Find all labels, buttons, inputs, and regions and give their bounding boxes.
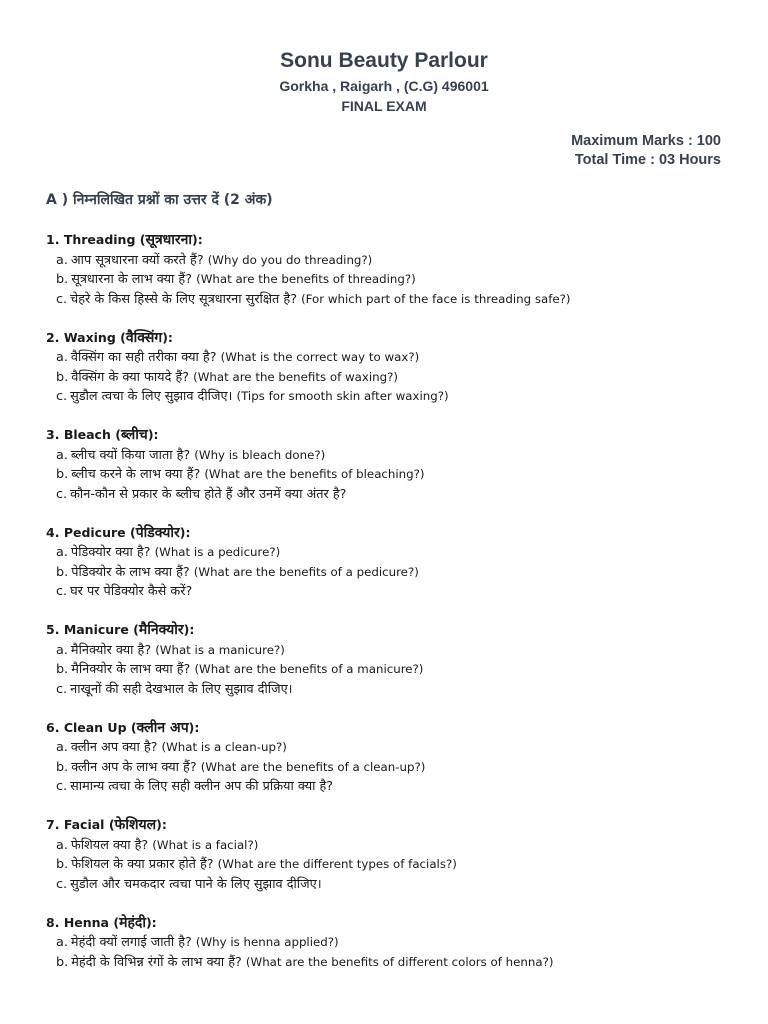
sub-question-hindi: क्लीन अप के लाभ क्या हैं? xyxy=(71,759,197,775)
question-title-english: Pedicure xyxy=(63,524,126,540)
sub-question-list xyxy=(46,836,736,895)
question-number: 6. xyxy=(46,719,60,735)
total-time: Total Time : 03 Hours xyxy=(574,152,721,168)
sub-question-list xyxy=(46,641,736,700)
sub-question xyxy=(46,738,736,758)
sub-question xyxy=(46,680,736,700)
question-title-hindi: पेडिक्योर xyxy=(135,524,180,541)
sub-question-hindi: सूत्रधारना के लाभ क्या हैं? xyxy=(71,272,193,287)
question-block xyxy=(46,230,736,309)
question-number: 5. xyxy=(46,622,60,637)
question-title-hindi: क्लीन अप xyxy=(136,719,189,736)
sub-question-english: (Why do you do threading?) xyxy=(207,252,373,267)
sub-question xyxy=(46,290,736,310)
question-block xyxy=(46,718,736,797)
sub-question-english: (What are the different types of facials?) xyxy=(217,857,457,871)
question-block xyxy=(46,620,736,699)
document-header xyxy=(0,46,768,116)
sub-question-marker: a. xyxy=(56,837,68,853)
sub-question-english: (What are the benefits of a clean-up?) xyxy=(200,759,426,774)
question-list xyxy=(46,230,736,991)
sub-question-marker: b. xyxy=(56,857,69,872)
question-title: 3. Bleach (ब्लीच): xyxy=(46,427,159,443)
sub-question xyxy=(46,582,736,602)
sub-question-english: (Why is henna applied?) xyxy=(195,935,339,949)
sub-question xyxy=(46,758,736,778)
sub-question-hindi: ब्लीच करने के लाभ क्या हैं? xyxy=(71,467,201,482)
sub-question-english: (What are the benefits of different colors of henna?) xyxy=(245,954,554,969)
question-title-english: Bleach xyxy=(63,427,111,442)
sub-question-english: (What is a clean-up?) xyxy=(161,740,287,754)
question-block xyxy=(46,913,736,973)
sub-question xyxy=(46,875,736,895)
sub-question-english: (Tips for smooth skin after waxing?) xyxy=(236,389,449,403)
sub-question xyxy=(46,777,736,797)
sub-question-hindi: कौन-कौन से प्रकार के ब्लीच होते हैं और उनमें क्या अंतर है? xyxy=(70,486,347,502)
question-title-hindi: ब्लीच xyxy=(120,427,148,443)
sub-question-hindi: मैनिक्योर क्या है? xyxy=(70,642,152,658)
sub-question xyxy=(46,348,736,368)
question-block xyxy=(46,523,736,602)
question-title-english: Clean Up xyxy=(63,719,127,735)
sub-question-hindi: सामान्य त्वचा के लिए सही क्लीन अप की प्रक्रिया क्या है? xyxy=(70,779,334,794)
sub-question-marker: b. xyxy=(56,369,69,385)
sub-question-english: (What are the benefits of threading?) xyxy=(196,272,416,286)
sub-question xyxy=(46,836,736,856)
question-title-english: Manicure xyxy=(63,622,129,637)
sub-question-marker: c. xyxy=(56,876,68,892)
sub-question xyxy=(46,563,736,583)
question-block xyxy=(46,815,736,894)
sub-question-hindi: फेशियल क्या है? xyxy=(70,837,149,853)
parlour-address: Gorkha , Raigarh , (C.G) 496001 xyxy=(279,78,489,94)
sub-question-marker: c. xyxy=(56,486,68,502)
question-block xyxy=(46,328,736,407)
sub-question-hindi: सुडौल त्वचा के लिए सुझाव दीजिए। xyxy=(70,389,233,404)
sub-question xyxy=(46,465,736,485)
sub-question xyxy=(46,485,736,505)
question-title: 2. Waxing (वैक्सिंग): xyxy=(46,329,173,346)
sub-question-hindi: वैक्सिंग का सही तरीका क्या है? xyxy=(70,350,217,365)
section-heading: A ) निम्नलिखित प्रश्नों का उत्तर दें (2 अंक) xyxy=(46,192,273,208)
question-number: 4. xyxy=(46,524,60,540)
sub-question-marker: a. xyxy=(56,252,68,268)
sub-question-list xyxy=(46,933,736,972)
sub-question xyxy=(46,387,736,407)
sub-question-hindi: क्लीन अप क्या है? xyxy=(70,740,158,755)
sub-question-marker: b. xyxy=(56,467,69,482)
sub-question-english: (What is a pedicure?) xyxy=(154,545,281,559)
sub-question-marker: c. xyxy=(56,779,68,794)
sub-question-marker: a. xyxy=(56,642,68,658)
sub-question xyxy=(46,855,736,875)
sub-question-marker: b. xyxy=(56,564,69,580)
question-title: 1. Threading (सूत्रधारना): xyxy=(46,232,203,248)
sub-question-hindi: मेहंदी के विभिन्न रंगों के लाभ क्या हैं? xyxy=(71,954,242,970)
question-title: 5. Manicure (मैनिक्योर): xyxy=(46,622,195,638)
sub-question-marker: b. xyxy=(56,954,69,970)
question-title: 6. Clean Up (क्लीन अप): xyxy=(46,719,200,736)
sub-question xyxy=(46,270,736,290)
question-title-english: Facial xyxy=(63,817,105,832)
sub-question-marker: b. xyxy=(56,272,69,287)
sub-question xyxy=(46,641,736,661)
question-title: 7. Facial (फेशियल): xyxy=(46,817,167,833)
sub-question-list xyxy=(46,446,736,505)
sub-question-marker: c. xyxy=(56,291,68,307)
sub-question-english: (What are the benefits of waxing?) xyxy=(193,369,398,384)
sub-question-english: (What is a manicure?) xyxy=(155,642,285,657)
sub-question-english: (What is a facial?) xyxy=(152,837,259,852)
question-title-hindi: वैक्सिंग xyxy=(125,329,163,346)
sub-question-hindi: घर पर पेडिक्योर कैसे करें? xyxy=(70,584,193,599)
sub-question xyxy=(46,446,736,466)
sub-question-list xyxy=(46,251,736,310)
sub-question-marker: a. xyxy=(56,447,68,463)
question-title: 4. Pedicure (पेडिक्योर): xyxy=(46,524,191,541)
question-number: 7. xyxy=(46,817,60,832)
sub-question xyxy=(46,660,736,680)
question-title-english: Waxing xyxy=(63,329,116,345)
sub-question-marker: b. xyxy=(56,759,69,775)
sub-question-hindi: वैक्सिंग के क्या फायदे हैं? xyxy=(71,369,190,385)
sub-question xyxy=(46,953,736,973)
sub-question-english: (What are the benefits of bleaching?) xyxy=(204,467,425,481)
sub-question-hindi: चेहरे के किस हिस्से के लिए सूत्रधारना सुरक्षित है? xyxy=(70,291,297,307)
question-title: 8. Henna (मेहंदी): xyxy=(46,914,157,931)
sub-question-hindi: मेहंदी क्यों लगाई जाती है? xyxy=(70,935,192,950)
sub-question-marker: c. xyxy=(56,389,68,404)
sub-question-marker: a. xyxy=(56,545,68,560)
parlour-title: Sonu Beauty Parlour xyxy=(280,49,488,72)
question-title-english: Henna xyxy=(63,914,109,930)
question-number: 3. xyxy=(46,427,60,442)
exam-title: FINAL EXAM xyxy=(341,98,427,114)
sub-question-english: (What is the correct way to wax?) xyxy=(220,350,420,364)
question-title-hindi: फेशियल xyxy=(114,817,157,833)
sub-question xyxy=(46,543,736,563)
sub-question-hindi: पेडिक्योर के लाभ क्या हैं? xyxy=(71,564,190,580)
sub-question-marker: a. xyxy=(56,935,68,950)
sub-question-marker: c. xyxy=(56,681,68,697)
sub-question-hindi: आप सूत्रधारना क्यों करते हैं? xyxy=(70,252,204,268)
maximum-marks: Maximum Marks : 100 xyxy=(571,133,721,149)
sub-question xyxy=(46,251,736,271)
sub-question-hindi: ब्लीच क्यों किया जाता है? xyxy=(70,447,191,463)
sub-question xyxy=(46,368,736,388)
sub-question-hindi: फेशियल के क्या प्रकार होते हैं? xyxy=(71,857,214,872)
question-title-hindi: मैनिक्योर xyxy=(138,622,184,638)
exam-meta xyxy=(571,132,721,170)
question-title-hindi: मेहंदी xyxy=(119,914,146,931)
question-block xyxy=(46,425,736,504)
sub-question-english: (What are the benefits of a manicure?) xyxy=(194,662,424,676)
sub-question-list xyxy=(46,543,736,602)
question-number: 8. xyxy=(46,914,60,930)
sub-question xyxy=(46,933,736,953)
sub-question-list xyxy=(46,348,736,407)
question-number: 1. xyxy=(46,232,60,247)
sub-question-list xyxy=(46,738,736,797)
sub-question-marker: a. xyxy=(56,350,68,365)
sub-question-hindi: पेडिक्योर क्या है? xyxy=(70,545,151,560)
sub-question-english: (For which part of the face is threading safe?) xyxy=(301,291,571,306)
question-number: 2. xyxy=(46,329,60,345)
sub-question-marker: c. xyxy=(56,584,68,599)
sub-question-hindi: नाखूनों की सही देखभाल के लिए सुझाव दीजिए। xyxy=(70,681,293,697)
question-title-hindi: सूत्रधारना xyxy=(145,232,193,248)
sub-question-hindi: मैनिक्योर के लाभ क्या हैं? xyxy=(71,662,191,677)
sub-question-hindi: सुडौल और चमकदार त्वचा पाने के लिए सुझाव दीजिए। xyxy=(70,876,322,892)
sub-question-english: (Why is bleach done?) xyxy=(194,447,326,462)
question-title-english: Threading xyxy=(63,232,136,247)
sub-question-marker: a. xyxy=(56,740,68,755)
sub-question-english: (What are the benefits of a pedicure?) xyxy=(193,564,419,579)
sub-question-marker: b. xyxy=(56,662,69,677)
